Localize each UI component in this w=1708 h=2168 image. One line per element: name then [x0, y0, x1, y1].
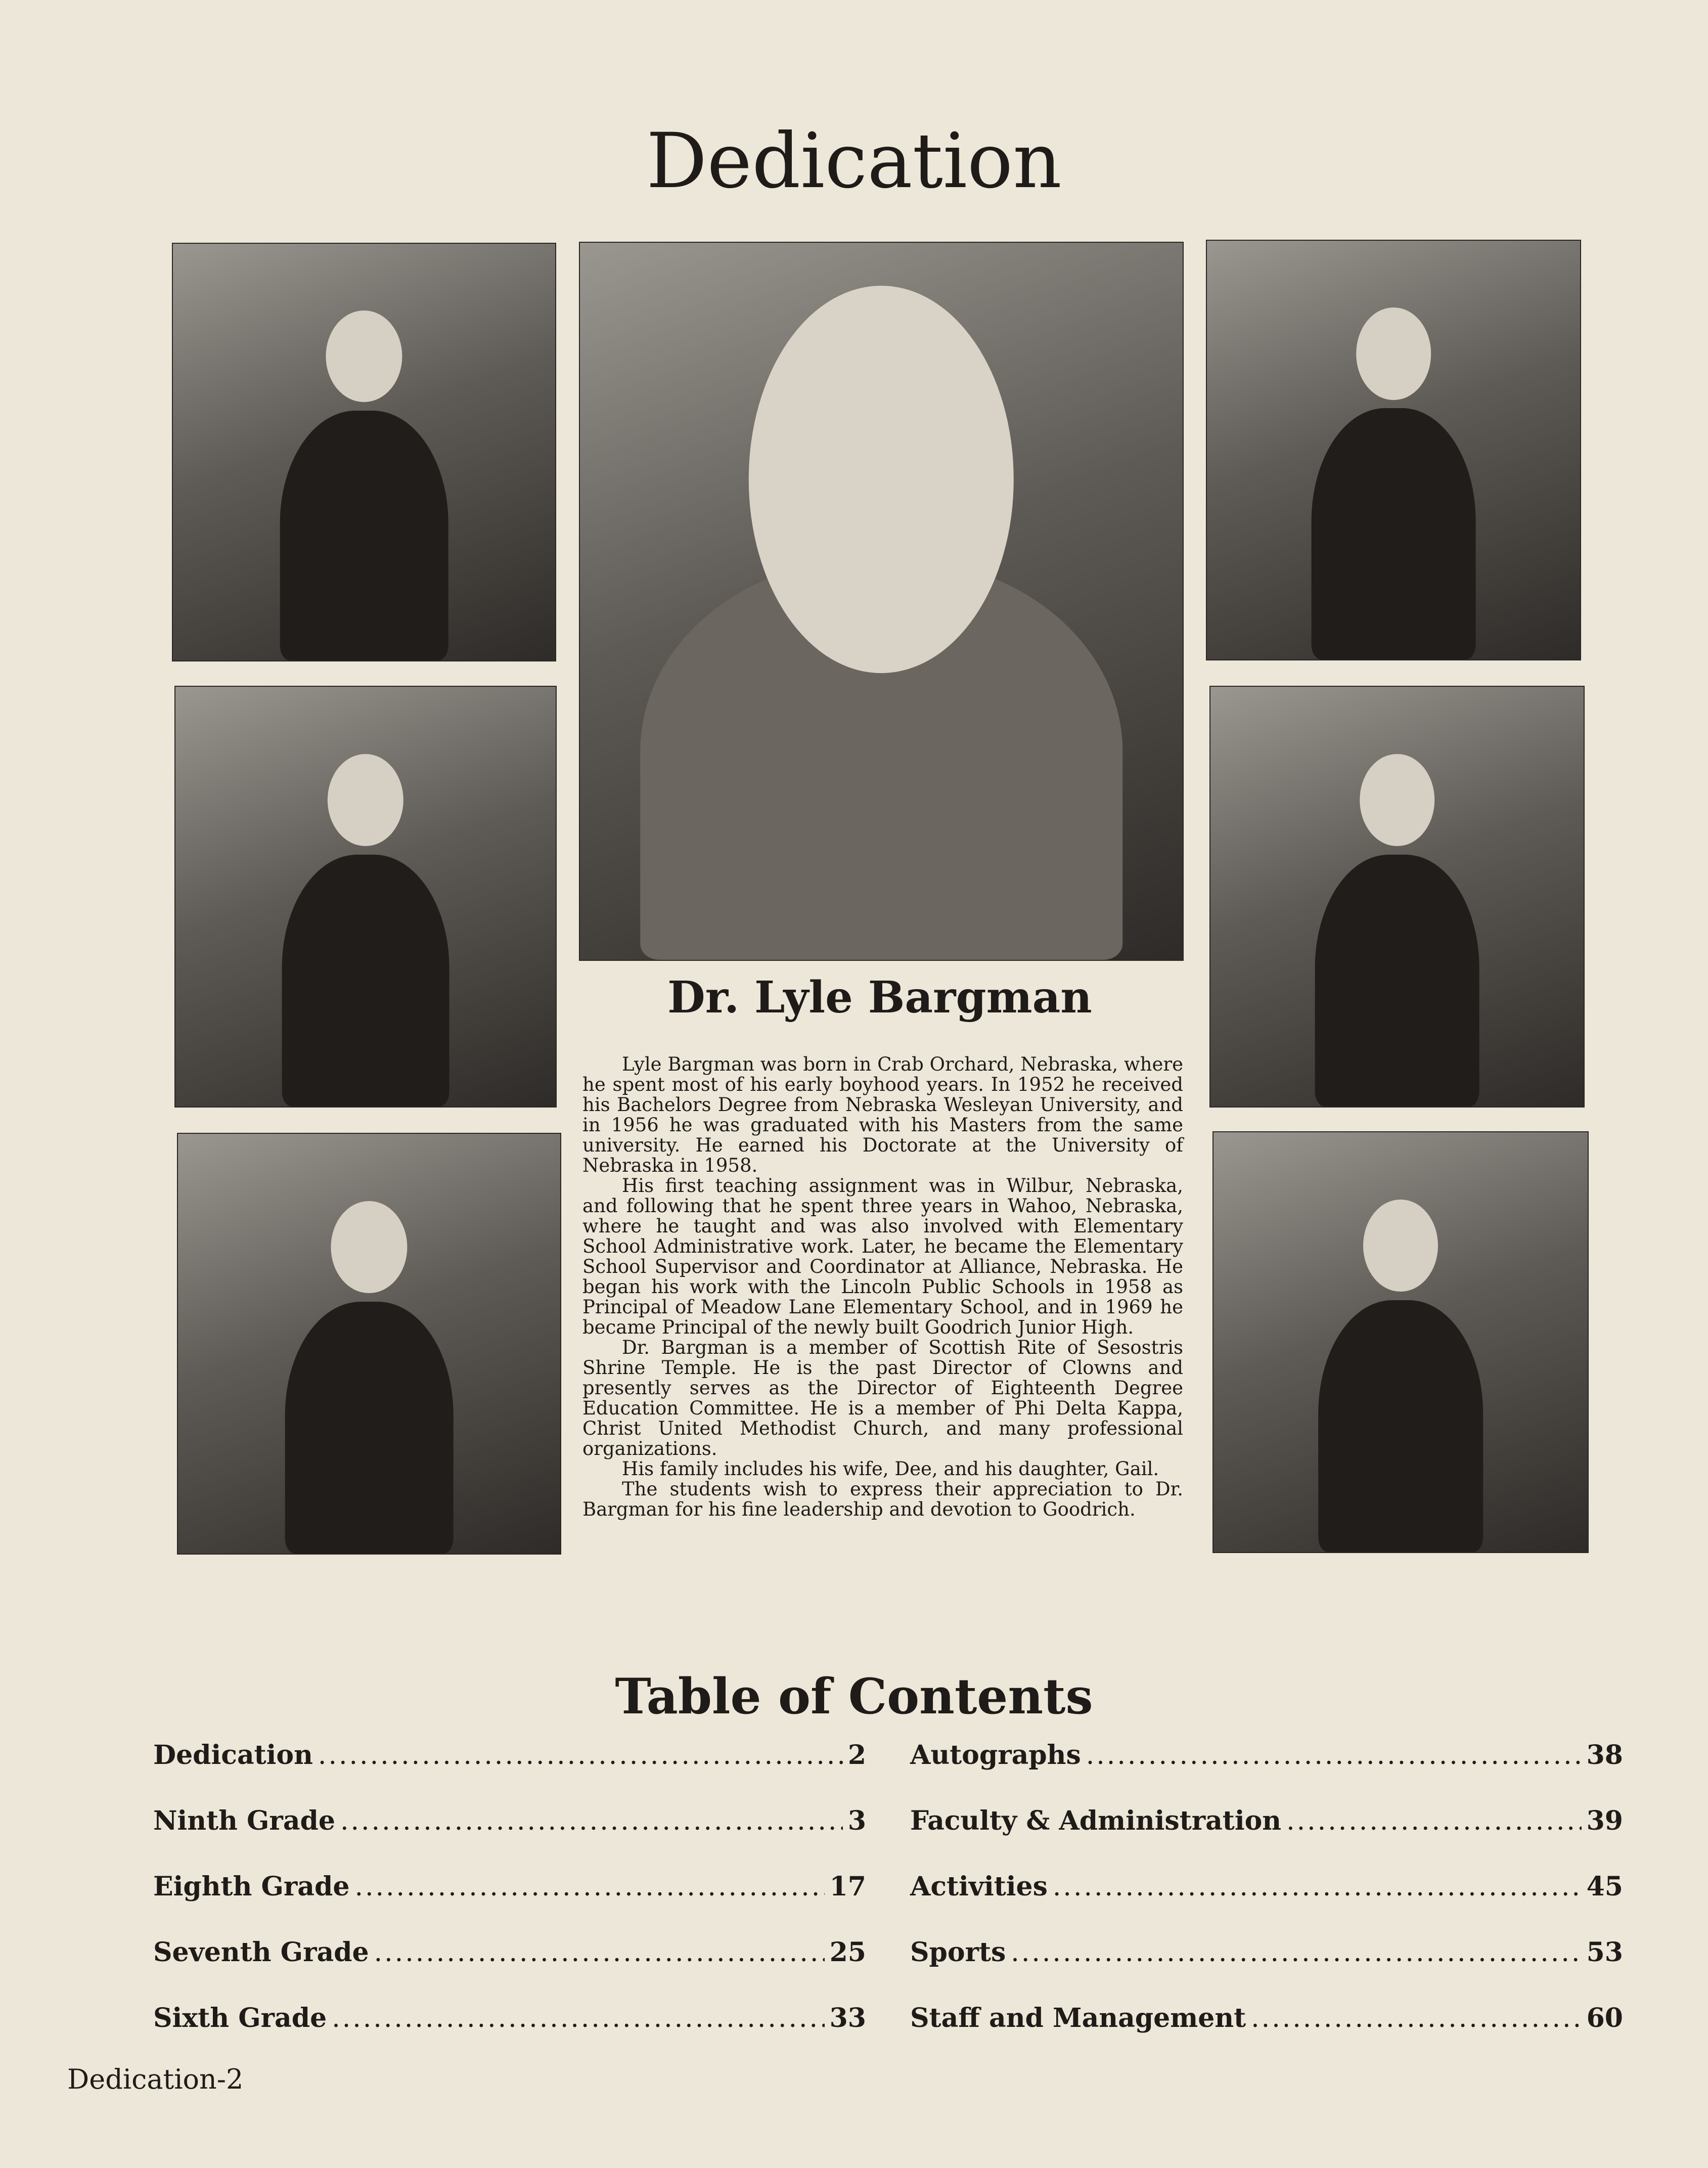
toc-leader-dots: [340, 1806, 843, 1836]
toc-label: Faculty & Administration: [910, 1805, 1282, 1836]
toc-page: 60: [1586, 2003, 1623, 2033]
toc-label: Sports: [910, 1937, 1006, 1968]
biography-text: [582, 1054, 1183, 1520]
toc-title: Table of Contents: [615, 1668, 1093, 1725]
toc-entry: [153, 1937, 866, 2003]
page-footer: Dedication-2: [67, 2063, 244, 2095]
toc-leader-dots: [1086, 1740, 1582, 1771]
toc-label: Dedication: [153, 1740, 313, 1771]
photo-hallway-with-student: [1206, 240, 1581, 660]
photo-round-table-meeting: [1209, 686, 1585, 1108]
toc-label: Eighth Grade: [153, 1871, 350, 1902]
toc-leader-dots: [354, 1872, 824, 1902]
toc-left-column: [153, 1740, 866, 2068]
toc-label: Sixth Grade: [153, 2003, 327, 2033]
toc-page: 25: [829, 1937, 866, 1968]
page-title: Dedication: [646, 117, 1062, 205]
toc-label: Ninth Grade: [153, 1805, 335, 1836]
toc-page: 2: [847, 1740, 866, 1771]
toc-page: 53: [1586, 1937, 1623, 1968]
toc-leader-dots: [1251, 2003, 1581, 2033]
toc-right-column: [910, 1740, 1623, 2068]
photo-jogging: [177, 1133, 561, 1555]
toc-entry: [910, 1871, 1623, 1937]
toc-page: 33: [829, 2003, 866, 2033]
toc-page: 3: [847, 1805, 866, 1836]
bio-paragraph: Dr. Bargman is a member of Scottish Rite of Sesostris Shrine Temple. He is the past Director of Clowns and presently serves as the Director of Eighteenth Degree Education Committee. He is a member of Phi Delta Kappa, Christ United Methodist Church, and many professional organizations.: [582, 1337, 1183, 1459]
bio-paragraph: His family includes his wife, Dee, and his daughter, Gail.: [622, 1458, 1159, 1480]
toc-entry: [153, 1740, 866, 1805]
toc-leader-dots: [1286, 1806, 1582, 1836]
toc-leader-dots: [1053, 1872, 1582, 1902]
toc-label: Seventh Grade: [153, 1937, 369, 1968]
photo-talking-with-secretary: [174, 686, 557, 1108]
toc-page: 38: [1586, 1740, 1623, 1771]
toc-page: 45: [1586, 1871, 1623, 1902]
honoree-name: Dr. Lyle Bargman: [667, 972, 1092, 1023]
toc-entry: [153, 1871, 866, 1937]
toc-leader-dots: [1011, 1937, 1581, 1968]
toc-label: Autographs: [910, 1740, 1081, 1771]
toc-entry: [910, 1740, 1623, 1805]
photo-with-wife: [1212, 1131, 1589, 1553]
bio-paragraph: His first teaching assignment was in Wilbur, Nebraska, and following that he spent three years in Wahoo, Nebraska, where he taught and was also involved with Elementary School Administrative work. Later, he became the Elementary School Supervisor and Coordinator at Alliance, Nebraska. He began his work with the Lincoln Public Schools in 1958 as Principal of Meadow Lane Elementary School, and in 1969 he became Principal of the newly built Goodrich Junior High.: [582, 1175, 1183, 1338]
toc-leader-dots: [332, 2003, 824, 2033]
toc-entry: [910, 1805, 1623, 1871]
photo-at-desk: [172, 243, 556, 661]
toc-label: Activities: [910, 1871, 1048, 1902]
toc-leader-dots: [374, 1937, 825, 1968]
toc-entry: [153, 2003, 866, 2068]
toc-entry: [153, 1805, 866, 1871]
toc-entry: [910, 1937, 1623, 2003]
toc-page: 39: [1586, 1805, 1623, 1836]
toc-entry: [910, 2003, 1623, 2068]
portrait-photo: [579, 242, 1184, 961]
bio-paragraph: The students wish to express their appreciation to Dr. Bargman for his fine leadership and devotion to Goodrich.: [582, 1478, 1183, 1520]
toc-page: 17: [829, 1871, 866, 1902]
bio-paragraph: Lyle Bargman was born in Crab Orchard, Nebraska, where he spent most of his early boyhood years. In 1952 he received his Bachelors Degree from Nebraska Wesleyan University, and in 1956 he was graduated with his Masters from the same university. He earned his Doctorate at the University of Nebraska in 1958.: [582, 1053, 1183, 1176]
toc-leader-dots: [318, 1740, 843, 1771]
toc-label: Staff and Management: [910, 2003, 1246, 2033]
